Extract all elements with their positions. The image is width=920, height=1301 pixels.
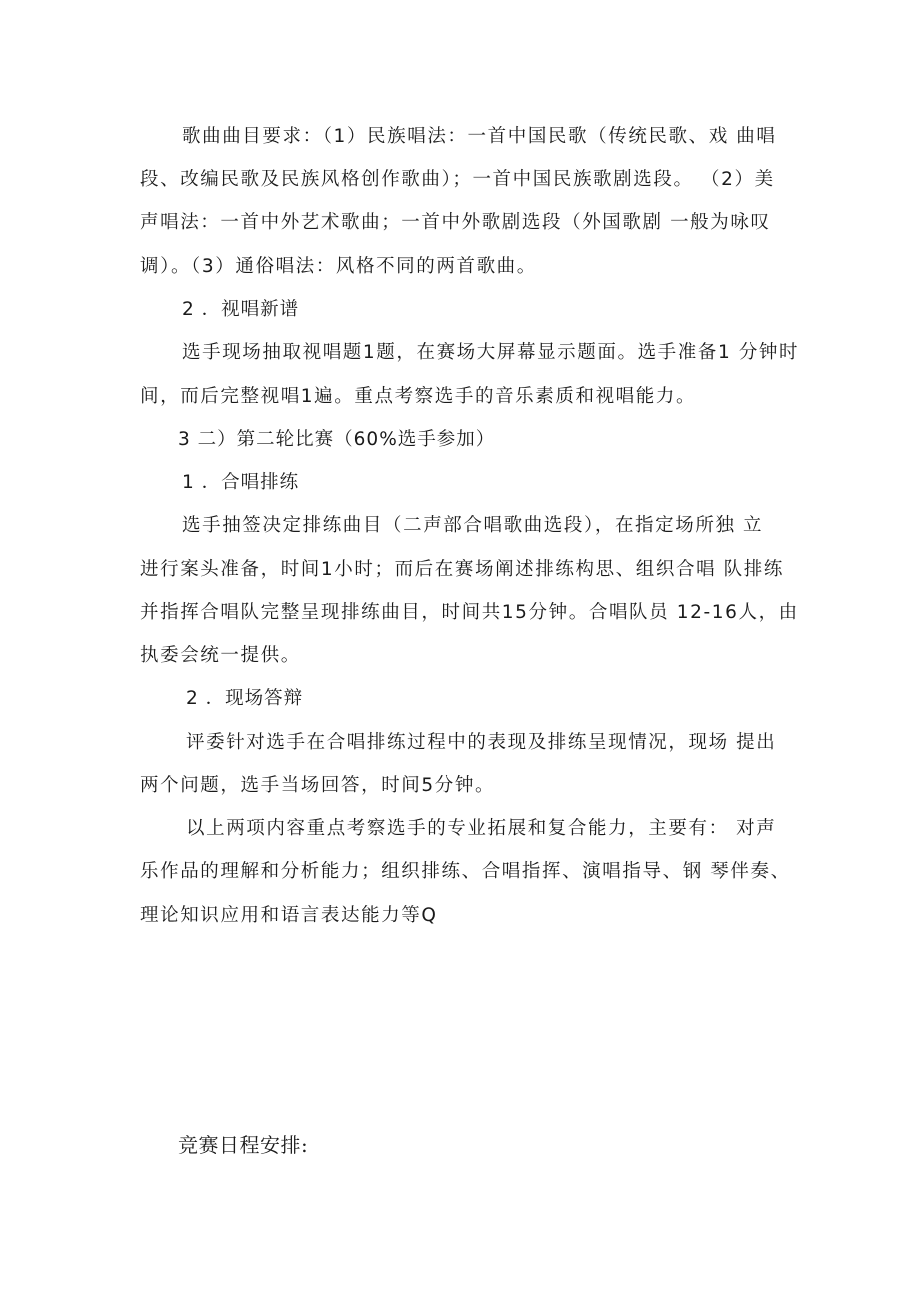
text-line: 选手抽签决定排练曲目（二声部合唱歌曲选段），在指定场所独 立	[182, 515, 764, 536]
section-heading: 2 ．现场答辩	[186, 688, 304, 709]
text-line: 调）。（3）通俗唱法：风格不同的两首歌曲。	[140, 256, 537, 277]
text-line: 两个问题，选手当场回答，时间5分钟。	[140, 775, 496, 796]
schedule-heading: 竞赛日程安排:	[178, 1133, 309, 1157]
text-line: 理论知识应用和语言表达能力等Q	[140, 905, 438, 926]
text-line: 进行案头准备，时间1小时；而后在赛场阐述排练构思、组织合唱 队排练	[140, 559, 784, 580]
section-heading: 1 ．合唱排练	[182, 472, 300, 493]
text-line: 间，而后完整视唱1遍。重点考察选手的音乐素质和视唱能力。	[140, 386, 697, 407]
text-line: 声唱法：一首中外艺术歌曲；一首中外歌剧选段（外国歌剧 一般为咏叹	[140, 212, 771, 233]
text-line: 评委针对选手在合唱排练过程中的表现及排练呈现情况，现场 提出	[186, 732, 777, 753]
text-line: 选手现场抽取视唱题1题，在赛场大屏幕显示题面。选手准备1 分钟时	[182, 342, 800, 363]
text-line: 以上两项内容重点考察选手的专业拓展和复合能力，主要有： 对声	[186, 818, 777, 839]
text-line: 执委会统一提供。	[140, 645, 301, 666]
text-line: 歌曲曲目要求：（1）民族唱法：一首中国民歌（传统民歌、戏 曲唱	[182, 126, 777, 147]
section-heading: 2 ．视唱新谱	[182, 299, 300, 320]
text-line: 并指挥合唱队完整呈现排练曲目，时间共15分钟。合唱队员 12-16人，由	[140, 602, 799, 623]
section-heading: 3 二）第二轮比赛（60%选手参加）	[178, 429, 496, 450]
text-line: 段、改编民歌及民族风格创作歌曲）；一首中国民族歌剧选段。 （2）美	[140, 169, 775, 190]
text-line: 乐作品的理解和分析能力；组织排练、合唱指挥、演唱指导、钢 琴伴奏、	[140, 861, 791, 882]
